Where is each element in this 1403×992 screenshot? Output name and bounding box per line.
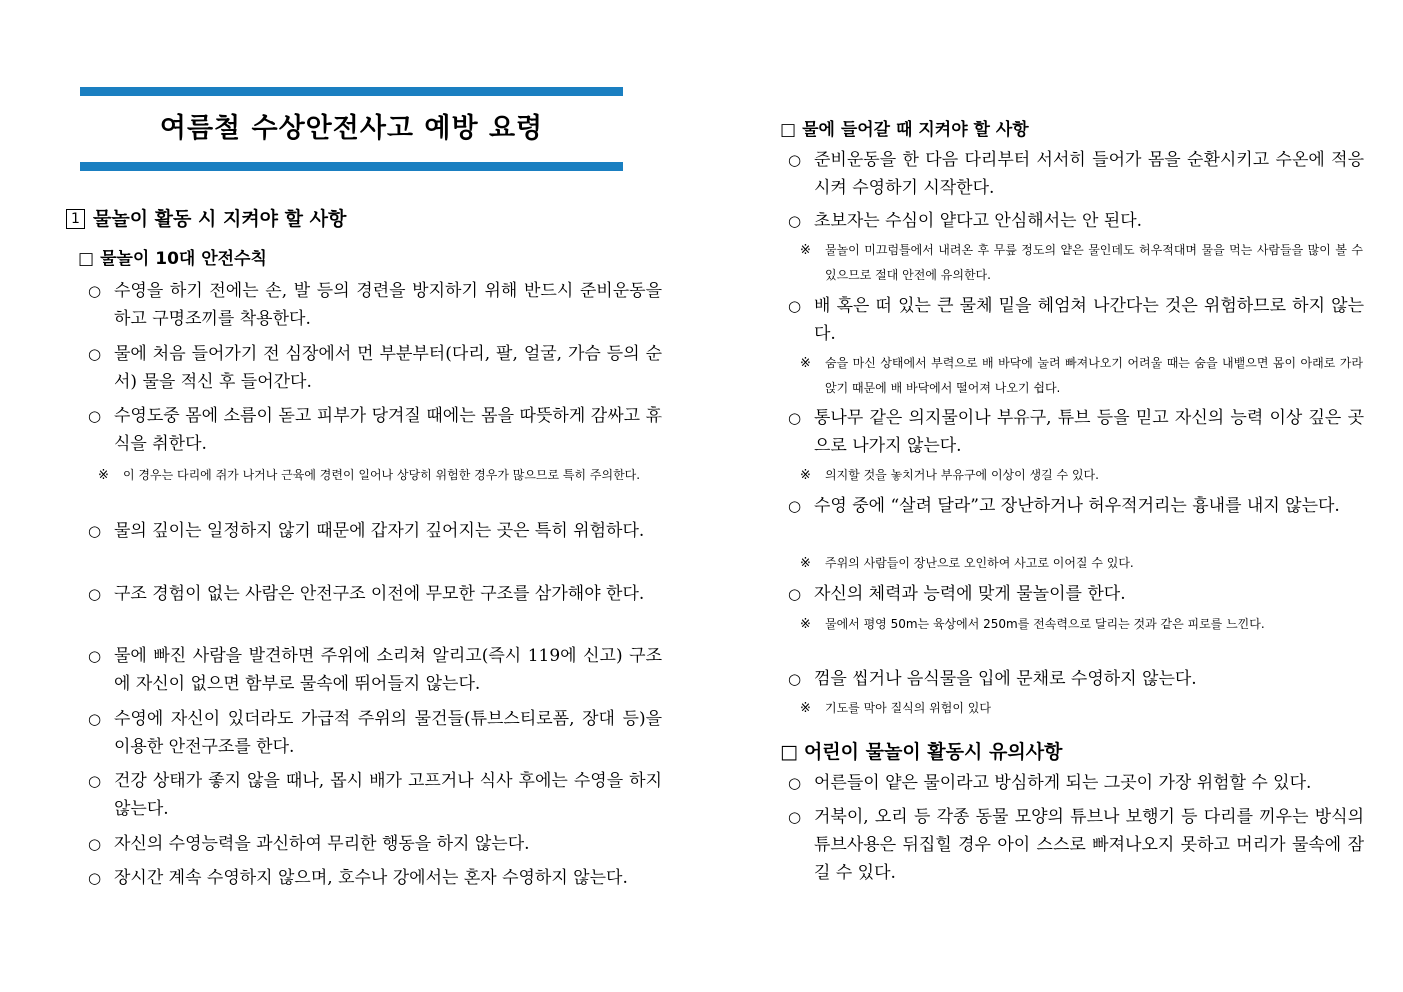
reference-mark-icon: ※	[800, 356, 811, 371]
circle-bullet-icon: ○	[788, 497, 802, 515]
title-rule-bottom	[80, 162, 623, 171]
list-item: ○ 수영도중 몸에 소름이 돋고 피부가 당겨질 때에는 몸을 따뜻하게 감싸고 휴식을 취한다.	[88, 402, 662, 458]
circle-bullet-icon: ○	[788, 151, 802, 169]
box-icon: □	[780, 120, 797, 140]
note-item: ※ 물에서 평영 50m는 육상에서 250m를 전속력으로 달리는 것과 같은 피로를 느낀다.	[800, 612, 1363, 637]
list-item: ○ 초보자는 수심이 얕다고 안심해서는 안 된다.	[788, 207, 1364, 235]
title-block	[80, 87, 623, 171]
list-item: ○ 수영에 자신이 있더라도 가급적 주위의 물건들(튜브스티로폼, 장대 등)을 이용한 안전구조를 한다.	[88, 705, 662, 761]
circle-bullet-icon: ○	[788, 585, 802, 603]
box-icon: □	[78, 249, 95, 269]
list-item: ○ 수영을 하기 전에는 손, 발 등의 경련을 방지하기 위해 반드시 준비운동을 하고 구명조끼를 착용한다.	[88, 277, 662, 333]
circle-bullet-icon: ○	[788, 212, 802, 230]
title-rule-top	[80, 87, 623, 96]
list-item: ○ 배 혹은 떠 있는 큰 물체 밑을 헤엄쳐 나간다는 것은 위험하므로 하지 않는다.	[788, 292, 1364, 348]
list-item: ○ 자신의 체력과 능력에 맞게 물놀이를 한다.	[788, 580, 1364, 608]
list-item: ○ 수영 중에 “살려 달라”고 장난하거나 허우적거리는 흉내를 내지 않는다.	[788, 492, 1364, 520]
section3-heading: □ 어린이 물놀이 활동시 유의사항	[780, 741, 1063, 763]
reference-mark-icon: ※	[800, 243, 811, 258]
circle-bullet-icon: ○	[788, 409, 802, 427]
section1-heading: 1 물놀이 활동 시 지켜야 할 사항	[66, 204, 346, 231]
circle-bullet-icon: ○	[788, 774, 802, 792]
reference-mark-icon: ※	[98, 468, 109, 483]
circle-bullet-icon: ○	[88, 407, 102, 425]
list-item: ○ 껌을 씹거나 음식물을 입에 문채로 수영하지 않는다.	[788, 665, 1364, 693]
list-item: ○ 자신의 수영능력을 과신하여 무리한 행동을 하지 않는다.	[88, 830, 662, 858]
note-item: ※ 기도를 막아 질식의 위험이 있다	[800, 696, 1363, 721]
circle-bullet-icon: ○	[88, 345, 102, 363]
circle-bullet-icon: ○	[88, 647, 102, 665]
list-item: ○ 준비운동을 한 다음 다리부터 서서히 들어가 몸을 순환시키고 수온에 적응시켜 수영하기 시작한다.	[788, 146, 1364, 202]
list-item: ○ 물에 빠진 사람을 발견하면 주위에 소리쳐 알리고(즉시 119에 신고) 구조에 자신이 없으면 함부로 물속에 뛰어들지 않는다.	[88, 642, 662, 698]
reference-mark-icon: ※	[800, 468, 811, 483]
note-item: ※ 의지할 것을 놓치거나 부유구에 이상이 생길 수 있다.	[800, 463, 1363, 488]
circle-bullet-icon: ○	[88, 522, 102, 540]
list-item: ○ 장시간 계속 수영하지 않으며, 호수나 강에서는 혼자 수영하지 않는다.	[88, 864, 662, 892]
circle-bullet-icon: ○	[88, 710, 102, 728]
list-item: ○ 건강 상태가 좋지 않을 때나, 몹시 배가 고프거나 식사 후에는 수영을 하지 않는다.	[88, 767, 662, 823]
list-item: ○ 거북이, 오리 등 각종 동물 모양의 튜브나 보행기 등 다리를 끼우는 방식의 튜브사용은 뒤집힐 경우 아이 스스로 빠져나오지 못하고 머리가 물속에 잠길 수 있다.	[788, 803, 1364, 887]
list-item: ○ 통나무 같은 의지물이나 부유구, 튜브 등을 믿고 자신의 능력 이상 깊은 곳으로 나가지 않는다.	[788, 404, 1364, 460]
list-item: ○ 물에 처음 들어가기 전 심장에서 먼 부분부터(다리, 팔, 얼굴, 가슴 등의 순서) 물을 적신 후 들어간다.	[88, 340, 662, 396]
note-item: ※ 이 경우는 다리에 쥐가 나거나 근육에 경련이 일어나 상당히 위험한 경우가 많으므로 특히 주의한다.	[98, 463, 661, 488]
reference-mark-icon: ※	[800, 701, 811, 716]
circle-bullet-icon: ○	[88, 869, 102, 887]
section2-heading: □ 물에 들어갈 때 지켜야 할 사항	[780, 120, 1029, 140]
circle-bullet-icon: ○	[88, 282, 102, 300]
reference-mark-icon: ※	[800, 556, 811, 571]
circle-bullet-icon: ○	[88, 585, 102, 603]
circle-bullet-icon: ○	[88, 835, 102, 853]
list-item: ○ 어른들이 얕은 물이라고 방심하게 되는 그곳이 가장 위험할 수 있다.	[788, 769, 1364, 797]
box-icon: □	[780, 741, 798, 763]
circle-bullet-icon: ○	[788, 808, 802, 826]
section1-subheading: □ 물놀이 10대 안전수칙	[78, 249, 267, 269]
list-item: ○ 물의 깊이는 일정하지 않기 때문에 갑자기 깊어지는 곳은 특히 위험하다.	[88, 517, 662, 545]
note-item: ※ 주위의 사람들이 장난으로 오인하여 사고로 이어질 수 있다.	[800, 551, 1363, 576]
circle-bullet-icon: ○	[88, 772, 102, 790]
reference-mark-icon: ※	[800, 617, 811, 632]
section-number-badge: 1	[66, 209, 85, 229]
circle-bullet-icon: ○	[788, 297, 802, 315]
circle-bullet-icon: ○	[788, 670, 802, 688]
note-item: ※ 물놀이 미끄럼틀에서 내려온 후 무릎 정도의 얕은 물인데도 허우적대며 물을 먹는 사람들을 많이 볼 수 있으므로 절대 안전에 유의한다.	[800, 238, 1363, 287]
note-item: ※ 숨을 마신 상태에서 부력으로 배 바닥에 눌려 빠져나오기 어려울 때는 숨을 내뱉으면 몸이 아래로 가라앉기 때문에 배 바닥에서 떨어져 나오기 쉽다.	[800, 351, 1363, 400]
list-item: ○ 구조 경험이 없는 사람은 안전구조 이전에 무모한 구조를 삼가해야 한다.	[88, 580, 662, 608]
page-title: 여름철 수상안전사고 예방 요령	[159, 113, 544, 144]
